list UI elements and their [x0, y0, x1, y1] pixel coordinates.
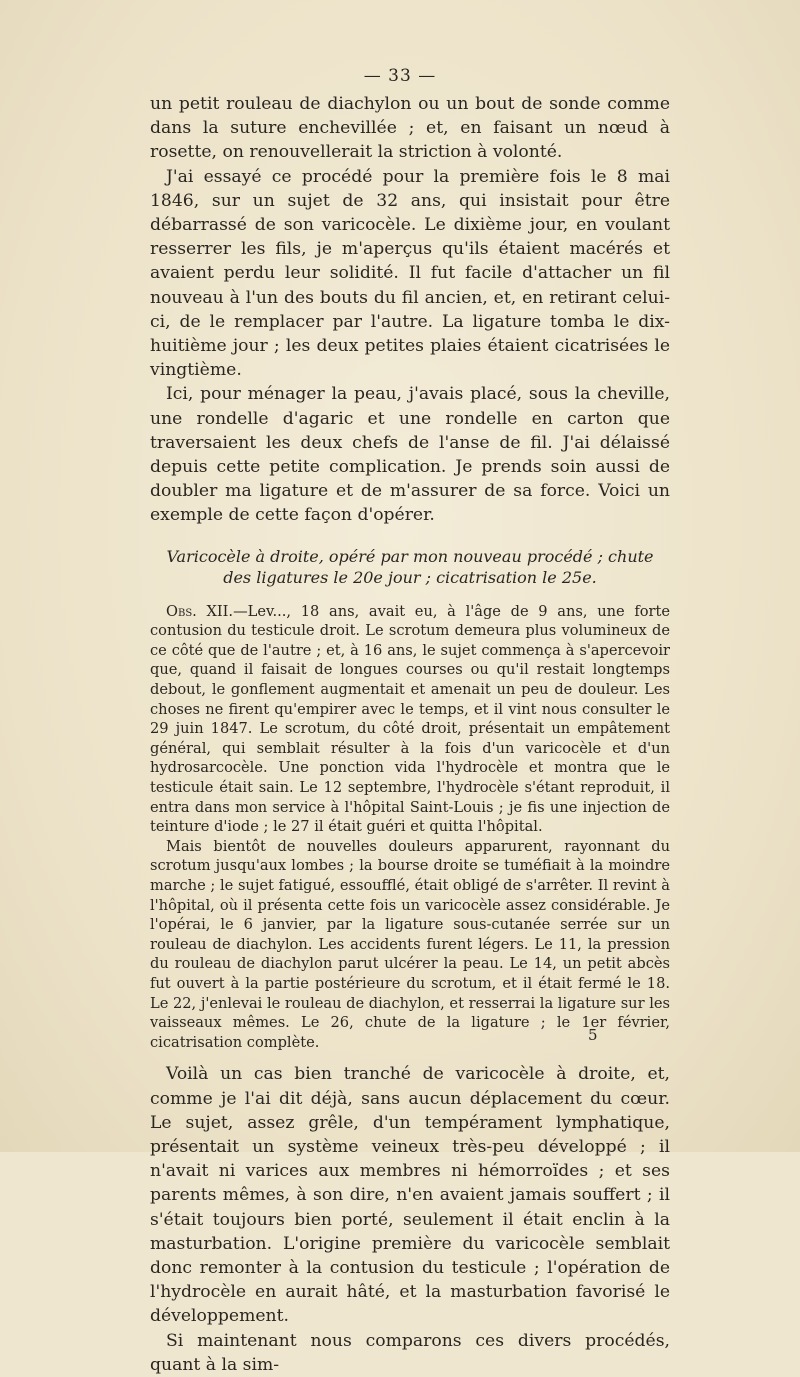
page-number: — 33 — — [363, 66, 437, 86]
signature-mark: 5 — [588, 1026, 598, 1044]
observation-label: Obs. XII. — [166, 602, 234, 620]
observation-heading: Varicocèle à droite, opéré par mon nouveau procédé ; chute des ligatures le 20e jour ; cicatrisation le 25e. — [166, 546, 654, 587]
paragraph-4: Voilà un cas bien tranché de varicocèle à droite, et, comme je l'ai dit déjà, sans aucun déplacement du cœur. Le sujet, assez grêle, d'un tempérament lymphatique, présentait un système veineux très-peu développé ; il n'avait ni varices aux membres ni hémorroïdes ; et ses parents mêmes, à son dire, n'en avaient jamais souffert ; il s'était toujours bien porté, seulement il était enclin à la masturbation. L'origine première du varicocèle semblait donc remonter à la contusion du testicule ; l'opération de l'hydrocèle en aurait hâté, et la masturbation favorisé le développement. — [150, 1064, 670, 1327]
paragraph-5: Si maintenant nous comparons ces divers procédés, quant à la sim- — [150, 1330, 670, 1375]
observation-text-1: —Lev..., 18 ans, avait eu, à l'âge de 9 ans, une forte contusion du testicule droit. Le scrotum demeura plus volumineux de ce côté que de l'autre ; et, à 16 ans, le sujet commença à s'apercevoir que, quand il faisait de longues courses ou qu'il restait longtemps debout, le gonflement augmentait et amenait un peu de douleur. Les choses ne firent qu'empirer avec le temps, et il vint nous consulter le 29 juin 1847. Le scrotum, du côté droit, présentait un empâtement général, qui semblait résulter à la fois d'un varicocèle et d'un hydrosarcocèle. Une ponction vida l'hydrocèle et montra que le testicule était sain. Le 12 septembre, l'hydrocèle s'étant reproduit, il entra dans mon service à l'hôpital Saint-Louis ; je fis une injection de teinture d'iode ; le 27 il était guéri et quitta l'hôpital. — [150, 602, 670, 836]
paragraph-2: J'ai essayé ce procédé pour la première fois le 8 mai 1846, sur un sujet de 32 ans, qui insistait pour être débarrassé de son varicocèle. Le dixième jour, en voulant resserrer les fils, je m'aperçus qu'ils étaient macérés et avaient perdu leur solidité. Il fut facile d'attacher un fil nouveau à l'un des bouts du fil ancien, et, en retirant celui-ci, de le remplacer par l'autre. La ligature tomba le dix-huitième jour ; les deux petites plaies étaient cicatrisées le vingtième. — [150, 166, 670, 381]
observation-block — [150, 602, 670, 1053]
paragraph-1: un petit rouleau de diachylon ou un bout de sonde comme dans la suture enchevillée ; et, en faisant un nœud à rosette, on renouvellerait la striction à volonté. — [150, 94, 670, 163]
observation-paragraph-2: Mais bientôt de nouvelles douleurs apparurent, rayonnant du scrotum jusqu'aux lombes ; la bourse droite se tuméfiait à la moindre marche ; le sujet fatigué, essoufflé, était obligé de s'arrêter. Il revint à l'hôpital, où il présenta cette fois un varicocèle assez considérable. Je l'opérai, le 6 janvier, par la ligature sous-cutanée serrée sur un rouleau de diachylon. Les accidents furent légers. Le 11, la pression du rouleau de diachylon parut ulcérer la peau. Le 14, un petit abcès fut ouvert à la partie postérieure du scrotum, et il était fermé le 18. Le 22, j'enlevai le rouleau de diachylon, et resserrai la ligature sur les vaisseaux mêmes. Le 26, chute de la ligature ; le 1er février, cicatrisation complète. — [150, 837, 670, 1051]
observation-paragraph-1 — [150, 602, 670, 837]
main-text — [150, 92, 670, 1377]
paragraph-3: Ici, pour ménager la peau, j'avais placé, sous la cheville, une rondelle d'agaric et une rondelle en carton que traversaient les deux chefs de l'anse de fil. J'ai délaissé depuis cette petite complication. Je prends soin aussi de doubler ma ligature et de m'assurer de sa force. Voici un exemple de cette façon d'opérer. — [150, 384, 670, 526]
